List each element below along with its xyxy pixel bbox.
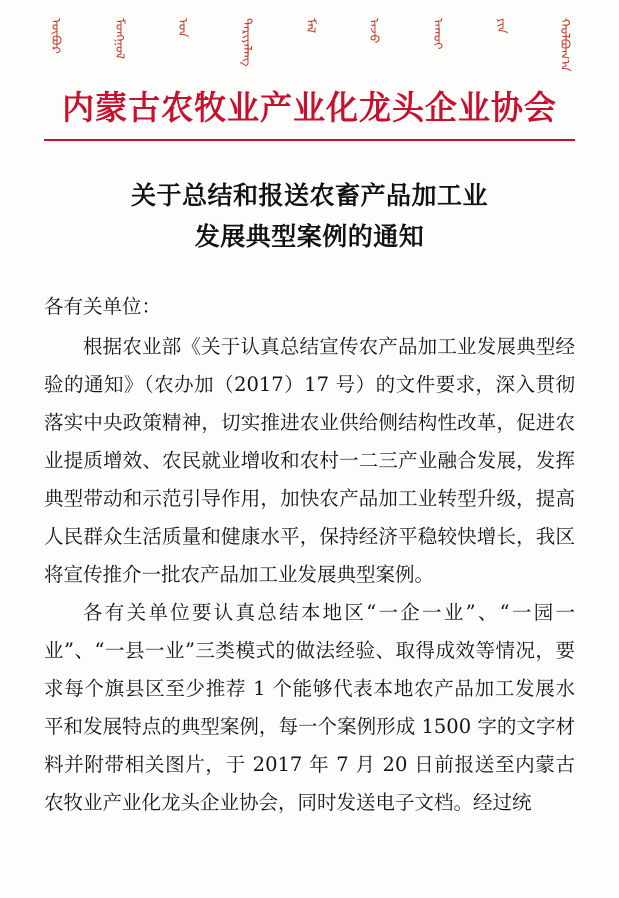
page-title: [44, 175, 575, 258]
mongolian-word: ᠮᠣᠩᠭᠣᠯ: [111, 18, 126, 60]
organization-name: 内蒙古农牧业产业化龙头企业协会: [62, 88, 557, 127]
mongolian-word: ᠠᠬᠤᠢ: [430, 18, 444, 50]
page-title-line-1: 关于总结和报送农畜产品加工业: [130, 181, 488, 210]
mongolian-word: ᠲᠠᠷᠢᠶᠠᠯᠠᠩ: [239, 18, 253, 67]
mongolian-word: ᠶᠢᠨ: [493, 18, 508, 34]
mongolian-word: ᠤᠨ: [175, 18, 190, 38]
mongolian-word: ᠮᠠᠯ: [302, 18, 317, 34]
body-paragraph-2: 各有关单位要认真总结本地区“一企一业”、“一园一业”、“一县一业”三类模式的做法经验、取得成效等情况，要求每个旗县区至少推荐 1 个能够代表本地农产品加工发展水平和发展特点的典型案例，每一个案例形成 1500 字的文字材料并附带相关图片，于 2017 年 7 月 20 日前报送至内蒙古农牧业产业化龙头企业协会，同时发送电子文档。经过统: [44, 600, 575, 814]
document-body: [44, 288, 575, 822]
page-title-line-2: 发展典型案例的通知: [194, 222, 425, 252]
header-divider-rule: [44, 139, 575, 141]
mongolian-word: ᠬᠣᠯᠪᠣᠭ᠎ᠠ: [557, 18, 572, 72]
mongolian-word: ᠠᠵᠤ: [366, 18, 381, 44]
salutation: 各有关单位：: [44, 294, 162, 318]
mongolian-word: ᠥᠪᠥᠷ: [48, 18, 63, 54]
mongolian-script-row: [44, 18, 575, 76]
letterhead: [44, 0, 575, 141]
body-paragraph-1: 根据农业部《关于认真总结宣传农产品加工业发展典型经验的通知》（农办加（2017）17 号）的文件要求，深入贯彻落实中央政策精神，切实推进农业供给侧结构性改革，促进农业提质增效、农民就业增收和农村一二三产业融合发展，发挥典型带动和示范引导作用，加快农产品加工业转型升级，提高人民群众生活质量和健康水平，保持经济平稳较快增长，我区将宣传推介一批农产品加工业发展典型案例。: [44, 334, 575, 586]
